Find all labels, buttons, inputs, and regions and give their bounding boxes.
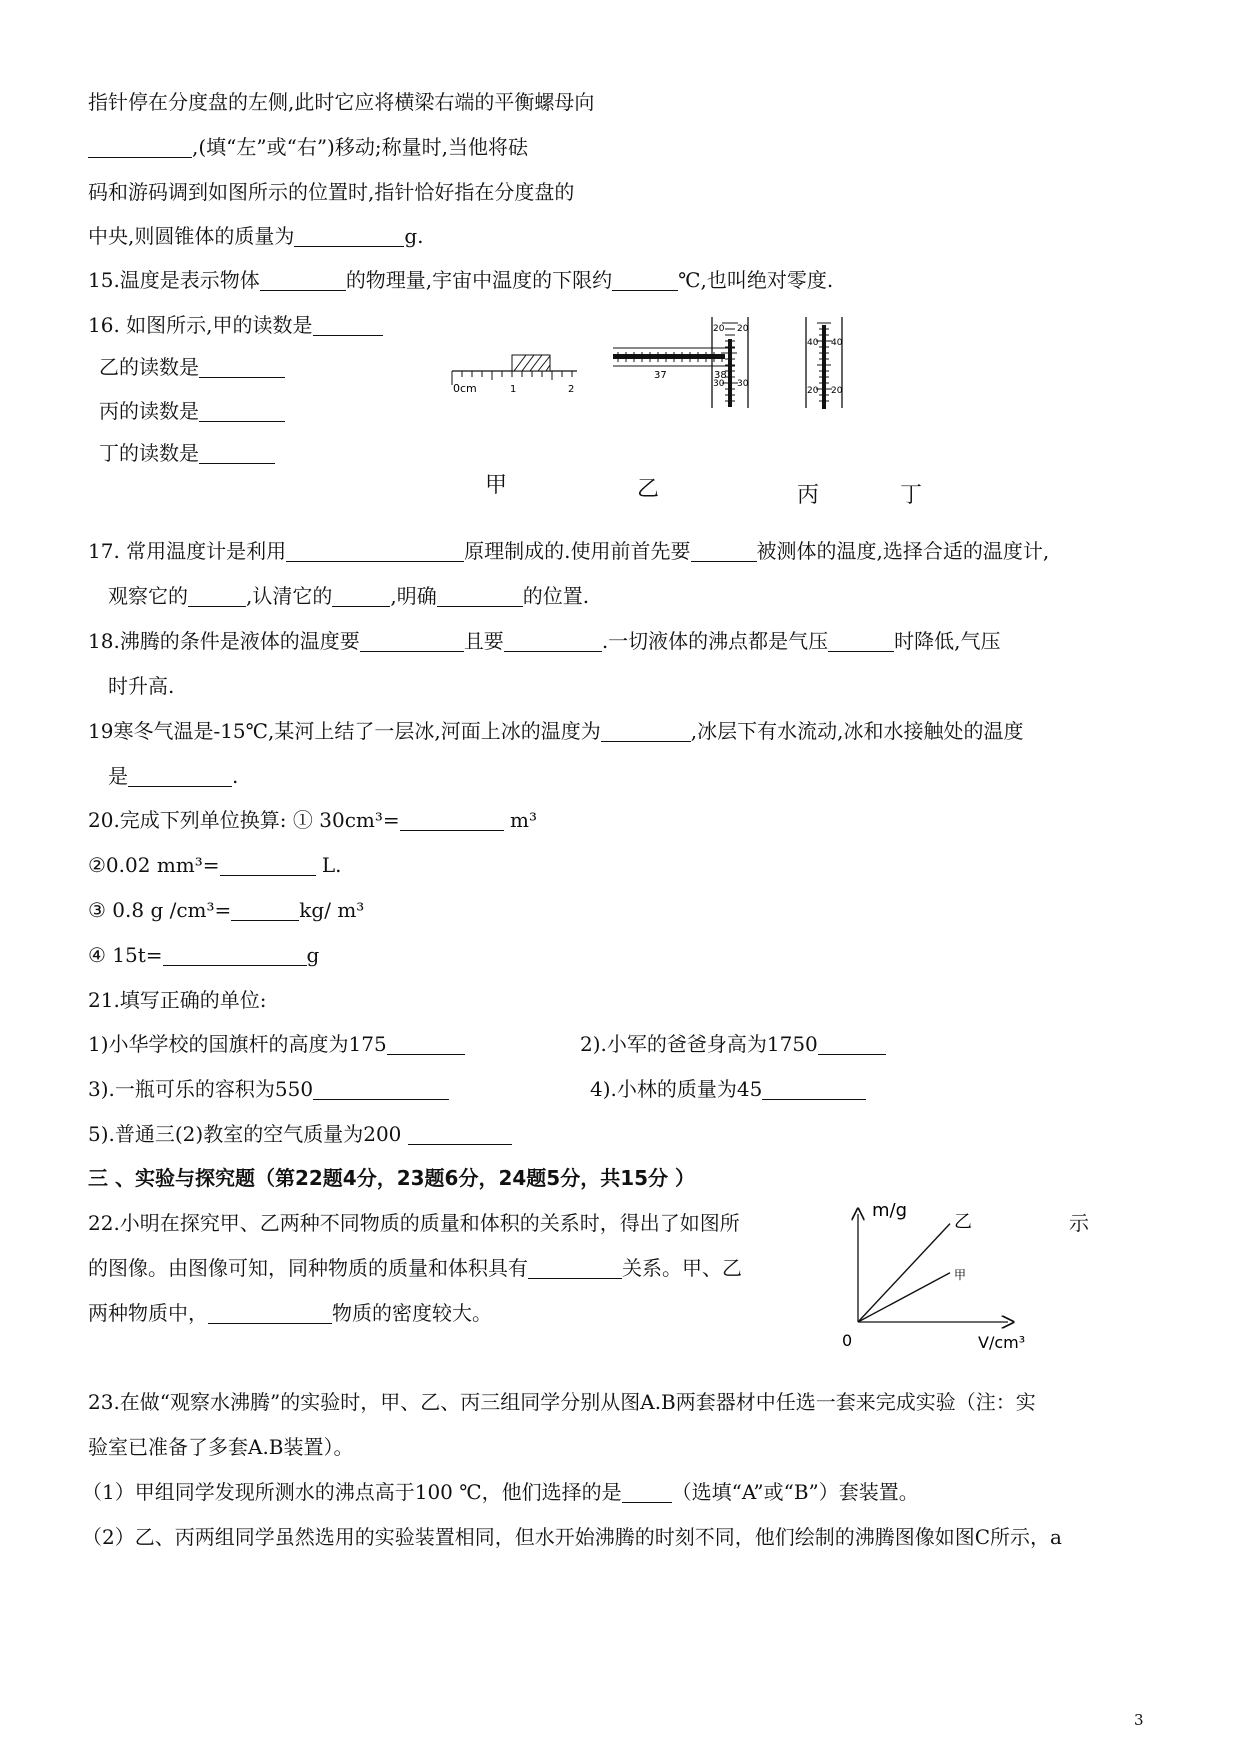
answer-blank[interactable] xyxy=(691,541,757,562)
label-yi: 乙 xyxy=(637,477,660,502)
answer-blank[interactable] xyxy=(220,855,316,876)
q22-line2: 的图像。由图像可知，同种物质的质量和体积具有 关系。甲、乙 xyxy=(88,1256,742,1280)
answer-blank[interactable] xyxy=(163,945,307,966)
answer-blank[interactable] xyxy=(762,1079,866,1100)
bing-tick-30-left: 30 xyxy=(713,379,725,389)
bing-tick-20-right: 20 xyxy=(737,324,749,334)
q21-item3: 3).一瓶可乐的容积为550 xyxy=(88,1075,449,1103)
label-ding: 丁 xyxy=(900,483,923,508)
q22-line1-tail: 示 xyxy=(1069,1211,1089,1235)
question-21-title: 21.填写正确的单位: xyxy=(88,988,267,1012)
q19-line2: 是 . xyxy=(108,764,239,788)
q21-item2: 2).小军的爸爸身高为1750 xyxy=(580,1030,886,1058)
answer-blank[interactable] xyxy=(622,1482,672,1503)
answer-blank[interactable] xyxy=(601,721,691,742)
answer-blank[interactable] xyxy=(612,270,678,291)
q14-line4: 中央,则圆锥体的质量为 g. xyxy=(88,224,424,248)
series-label-0: 乙 xyxy=(954,1211,972,1233)
answer-blank[interactable] xyxy=(313,1079,449,1100)
question-17: 17. 常用温度计是利用 原理制成的.使用前首先要 被测体的温度,选择合适的温度计, xyxy=(88,539,1050,563)
q17-line2: 观察它的 ,认清它的 ,明确 的位置. xyxy=(108,584,590,608)
ruler-tick-0: 0cm xyxy=(453,382,477,395)
answer-blank[interactable] xyxy=(408,1124,512,1145)
section-3-title: 三 、实验与探究题（第22题4分，23题6分，24题5分，共15分 ） xyxy=(88,1166,696,1190)
clinical-thermometer-figure xyxy=(613,348,735,381)
answer-blank[interactable] xyxy=(332,586,390,607)
answer-blank[interactable] xyxy=(294,226,404,247)
answer-blank[interactable] xyxy=(313,315,383,336)
yi-tick-38: 38 xyxy=(714,370,727,381)
page-number: 3 xyxy=(1134,1711,1144,1729)
origin-label: 0 xyxy=(842,1331,853,1350)
question-19: 19寒冬气温是-15℃,某河上结了一层冰,河面上冰的温度为 ,冰层下有水流动,冰和水接触处的温度 xyxy=(88,719,1024,743)
series-label-1: 甲 xyxy=(954,1267,967,1282)
series-line-0 xyxy=(858,1224,950,1322)
answer-blank[interactable] xyxy=(199,443,275,464)
ding-tick-20-left: 20 xyxy=(807,386,819,396)
answer-blank[interactable] xyxy=(199,357,285,378)
q14-line2: ,(填“左”或“右”)移动;称量时,当他将砝 xyxy=(88,133,528,161)
q21-item4: 4).小林的质量为45 xyxy=(590,1075,866,1103)
bing-tick-20-left: 20 xyxy=(713,324,725,334)
q16-bing: 丙的读数是 xyxy=(99,397,285,425)
question-15: 15.温度是表示物体 的物理量,宇宙中温度的下限约 ℃,也叫绝对零度. xyxy=(88,268,834,292)
answer-blank[interactable] xyxy=(360,631,464,652)
ding-thermometer-figure xyxy=(806,317,843,409)
ruler-figure xyxy=(452,355,577,395)
q21-item5: 5).普通三(2)教室的空气质量为200 xyxy=(88,1120,512,1148)
bing-tick-30-right: 30 xyxy=(737,379,749,389)
q16-yi: 乙的读数是 xyxy=(99,353,285,381)
question-18: 18.沸腾的条件是液体的温度要 且要 .一切液体的沸点都是气压 时降低,气压 xyxy=(88,629,1001,653)
answer-blank[interactable] xyxy=(260,270,346,291)
yi-tick-37: 37 xyxy=(654,370,667,381)
answer-blank[interactable] xyxy=(199,401,285,422)
answer-blank[interactable] xyxy=(208,1303,332,1324)
label-jia: 甲 xyxy=(485,473,508,498)
answer-blank[interactable] xyxy=(286,541,464,562)
answer-blank[interactable] xyxy=(828,631,894,652)
y-axis-label: m/g xyxy=(872,1200,908,1221)
answer-blank[interactable] xyxy=(231,900,299,921)
answer-blank[interactable] xyxy=(188,586,246,607)
q23-item2: （2）乙、丙两组同学虽然选用的实验装置相同，但水开始沸腾的时刻不同，他们绘制的沸腾图像如图C所示，a xyxy=(82,1525,1062,1549)
answer-blank[interactable] xyxy=(400,810,504,831)
q16-figure xyxy=(440,315,940,465)
q22-line3: 两种物质中， 物质的密度较大。 xyxy=(88,1301,492,1325)
ruler-tick-1: 1 xyxy=(510,384,517,395)
answer-blank[interactable] xyxy=(437,586,523,607)
q14-line3: 码和游码调到如图所示的位置时,指针恰好指在分度盘的 xyxy=(88,180,575,204)
question-22: 22.小明在探究甲、乙两种不同物质的质量和体积的关系时，得出了如图所 xyxy=(88,1211,740,1235)
question-20: 20.完成下列单位换算: ① 30cm³= m³ xyxy=(88,808,537,832)
q20-item3: ③ 0.8 g /cm³= kg/ m³ xyxy=(88,898,365,922)
mass-volume-graph xyxy=(830,1190,1050,1350)
answer-blank[interactable] xyxy=(818,1034,886,1055)
q21-item1: 1)小华学校的国旗杆的高度为175 xyxy=(88,1030,465,1058)
q23-item1: （1）甲组同学发现所测水的沸点高于100 ℃，他们选择的是 （选填“A”或“B”）套装置。 xyxy=(82,1480,919,1504)
q18-line2: 时升高. xyxy=(108,674,175,698)
question-16: 16. 如图所示,甲的读数是 xyxy=(88,311,383,339)
q20-item2: ②0.02 mm³= L. xyxy=(88,853,342,877)
x-axis-label: V/cm³ xyxy=(978,1333,1026,1350)
ding-tick-40-right: 40 xyxy=(831,338,843,348)
q16-ding: 丁的读数是 xyxy=(99,439,275,467)
q20-item4: ④ 15t= g xyxy=(88,943,320,967)
answer-blank[interactable] xyxy=(387,1034,465,1055)
ding-tick-20-right: 20 xyxy=(831,386,843,396)
label-bing: 丙 xyxy=(797,483,820,508)
bing-thermometer-figure xyxy=(712,317,749,408)
ruler-tick-2: 2 xyxy=(568,384,575,395)
ding-tick-40-left: 40 xyxy=(807,338,819,348)
q14-line1: 指针停在分度盘的左侧,此时它应将横梁右端的平衡螺母向 xyxy=(88,90,595,114)
series-line-1 xyxy=(858,1273,950,1322)
answer-blank[interactable] xyxy=(528,1258,622,1279)
answer-blank[interactable] xyxy=(88,137,192,158)
q23-line2: 验室已准备了多套A.B装置）。 xyxy=(88,1435,354,1459)
answer-blank[interactable] xyxy=(128,766,232,787)
answer-blank[interactable] xyxy=(504,631,602,652)
question-23: 23.在做“观察水沸腾”的实验时，甲、乙、丙三组同学分别从图A.B两套器材中任选一套来完成实验（注：实 xyxy=(88,1390,1036,1414)
